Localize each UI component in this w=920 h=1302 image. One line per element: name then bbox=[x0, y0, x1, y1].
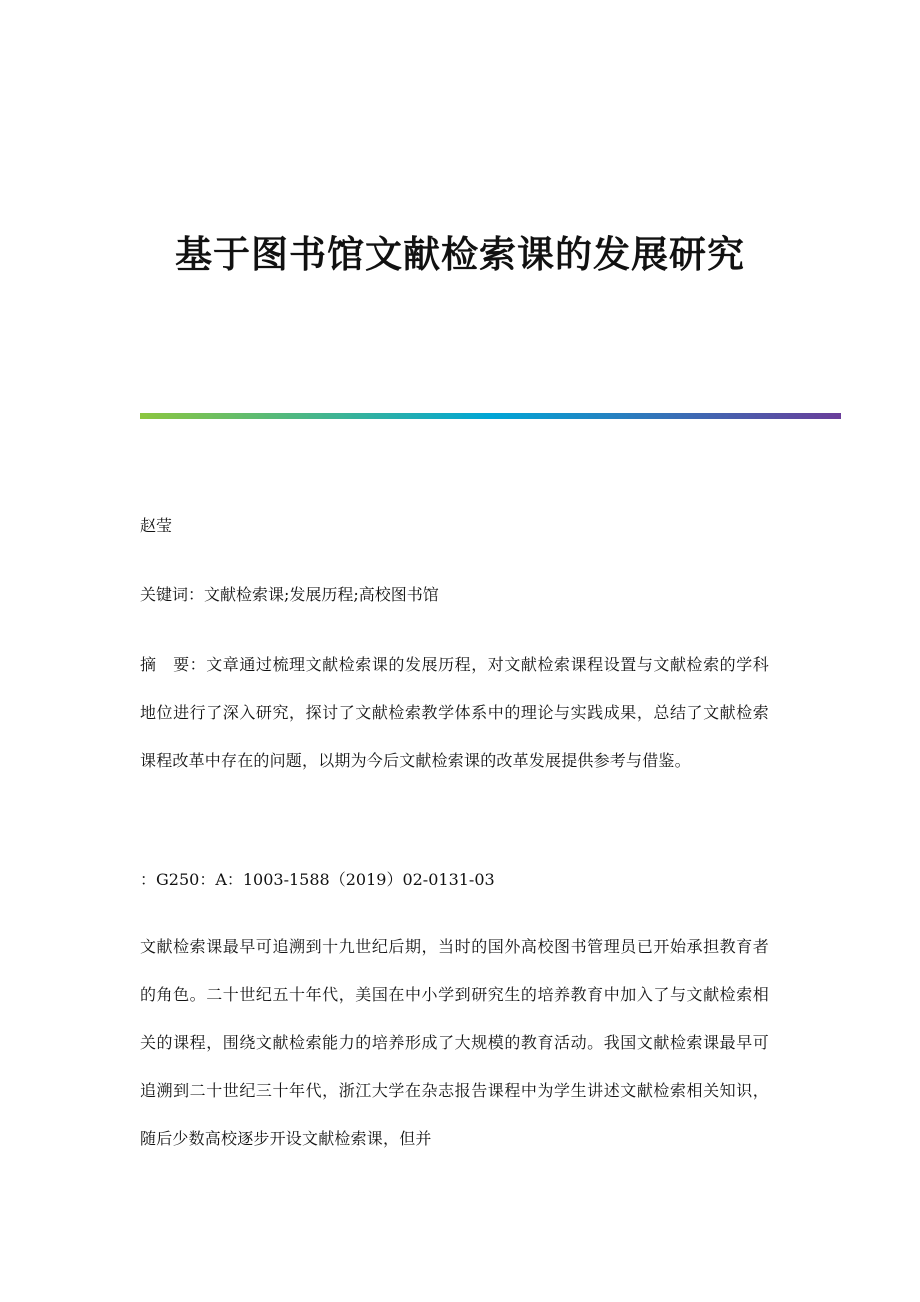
paper-title: 基于图书馆文献检索课的发展研究 bbox=[175, 232, 745, 276]
keywords: 关键词：文献检索课;发展历程;高校图书馆 bbox=[140, 585, 439, 604]
abstract: 摘 要：文章通过梳理文献检索课的发展历程，对文献检索课程设置与文献检索的学科地位进行了深入研究，探讨了文献检索教学体系中的理论与实践成果，总结了文献检索课程改革中存在的问题，以期为今后文献检索课的改革发展提供参考与借鉴。 bbox=[140, 655, 769, 770]
body-paragraph: 文献检索课最早可追溯到十九世纪后期，当时的国外高校图书管理员已开始承担教育者的角色。二十世纪五十年代，美国在中小学到研究生的培养教育中加入了与文献检索相关的课程，围绕文献检索能力的培养形成了大规模的教育活动。我国文献检索课最早可追溯到二十世纪三十年代，浙江大学在杂志报告课程中为学生讲述文献检索相关知识，随后少数高校逐步开设文献检索课，但并 bbox=[140, 937, 769, 1148]
author-name: 赵莹 bbox=[140, 516, 173, 535]
classification-number: ：G250：A：1003-1588（2019）02-0131-03 bbox=[140, 870, 495, 889]
title-divider bbox=[140, 413, 841, 419]
